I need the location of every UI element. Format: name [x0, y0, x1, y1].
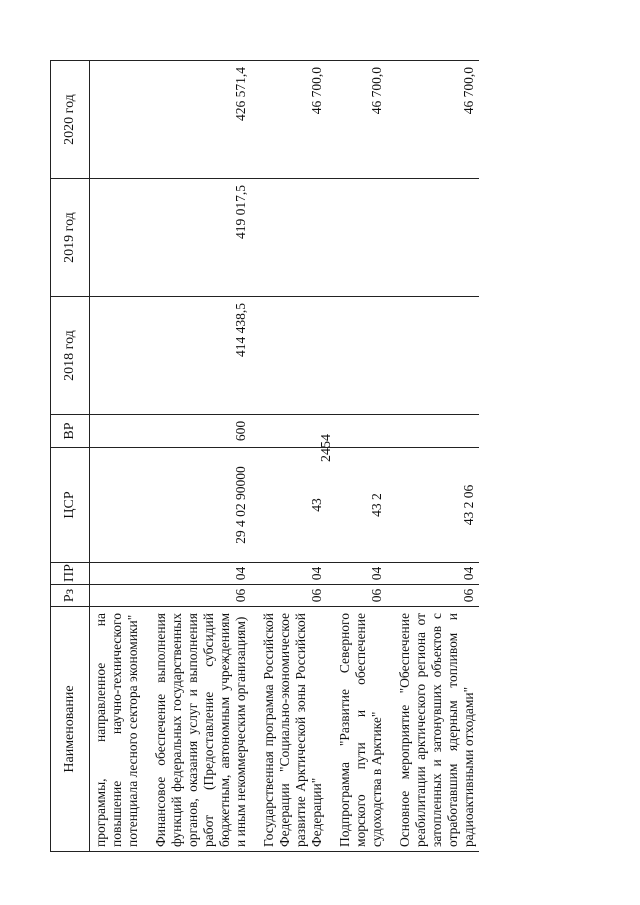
- row-name: программы, направленное на повышение научно-технического потенциала лесного сектора экономики": [90, 607, 144, 852]
- header-2018: 2018 год: [51, 297, 90, 415]
- row-name: Основное мероприятие "Обеспечение реабилитации арктического региона от затопленных и затонувших объектов с отработавшим ядерным топливом и радиоактивными отходами": [387, 607, 479, 852]
- row-2018: [387, 297, 479, 415]
- row-pr: 04: [327, 563, 387, 585]
- row-2018: 414 438,5: [143, 297, 251, 415]
- row-2019: [327, 179, 387, 297]
- table-row: [90, 61, 144, 852]
- row-rz: 06: [143, 585, 251, 607]
- row-pr: [90, 563, 144, 585]
- budget-table: [50, 60, 479, 852]
- row-name: Подпрограмма "Развитие Северного морского пути и обеспечение судоходства в Арктике": [327, 607, 387, 852]
- header-2019: 2019 год: [51, 179, 90, 297]
- row-name: Финансовое обеспечение выполнения функций федеральных государственных органов, оказания услуг и выполнения работ (Предоставление субсидий бюджетным, автономным учреждениям и иным некоммерческим организациям): [143, 607, 251, 852]
- row-2020: [90, 61, 144, 179]
- row-csr: 43: [251, 448, 327, 563]
- row-pr: 04: [143, 563, 251, 585]
- row-2020: 46 700,0: [327, 61, 387, 179]
- header-2020: 2020 год: [51, 61, 90, 179]
- row-2020: 46 700,0: [251, 61, 327, 179]
- table-row: [143, 61, 251, 852]
- row-name: Государственная программа Российской Федерации "Социально-экономическое развитие Арктической зоны Российской Федерации": [251, 607, 327, 852]
- row-csr: 43 2: [327, 448, 387, 563]
- row-rz: 06: [387, 585, 479, 607]
- row-2020: 426 571,4: [143, 61, 251, 179]
- row-rz: 06: [251, 585, 327, 607]
- header-rz: Рз: [51, 585, 90, 607]
- row-pr: 04: [251, 563, 327, 585]
- page-number: 2454: [319, 434, 334, 462]
- header-name: Наименование: [51, 607, 90, 852]
- header-pr: ПР: [51, 563, 90, 585]
- table-header: [51, 61, 90, 852]
- row-vr: [251, 415, 327, 448]
- rotated-table-container: [50, 62, 590, 852]
- row-rz: 06: [327, 585, 387, 607]
- header-csr: ЦСР: [51, 448, 90, 563]
- row-vr: [387, 415, 479, 448]
- row-vr: [327, 415, 387, 448]
- row-vr: 600: [143, 415, 251, 448]
- row-2018: [327, 297, 387, 415]
- table-row: [251, 61, 327, 852]
- row-2019: [387, 179, 479, 297]
- row-2019: [251, 179, 327, 297]
- header-vr: ВР: [51, 415, 90, 448]
- row-pr: 04: [387, 563, 479, 585]
- row-2018: [251, 297, 327, 415]
- row-2018: [90, 297, 144, 415]
- row-vr: [90, 415, 144, 448]
- row-2019: 419 017,5: [143, 179, 251, 297]
- row-2019: [90, 179, 144, 297]
- row-rz: [90, 585, 144, 607]
- table-row: [387, 61, 479, 852]
- row-csr: 43 2 06: [387, 448, 479, 563]
- row-csr: 29 4 02 90000: [143, 448, 251, 563]
- table-row: [327, 61, 387, 852]
- row-csr: [90, 448, 144, 563]
- row-2020: 46 700,0: [387, 61, 479, 179]
